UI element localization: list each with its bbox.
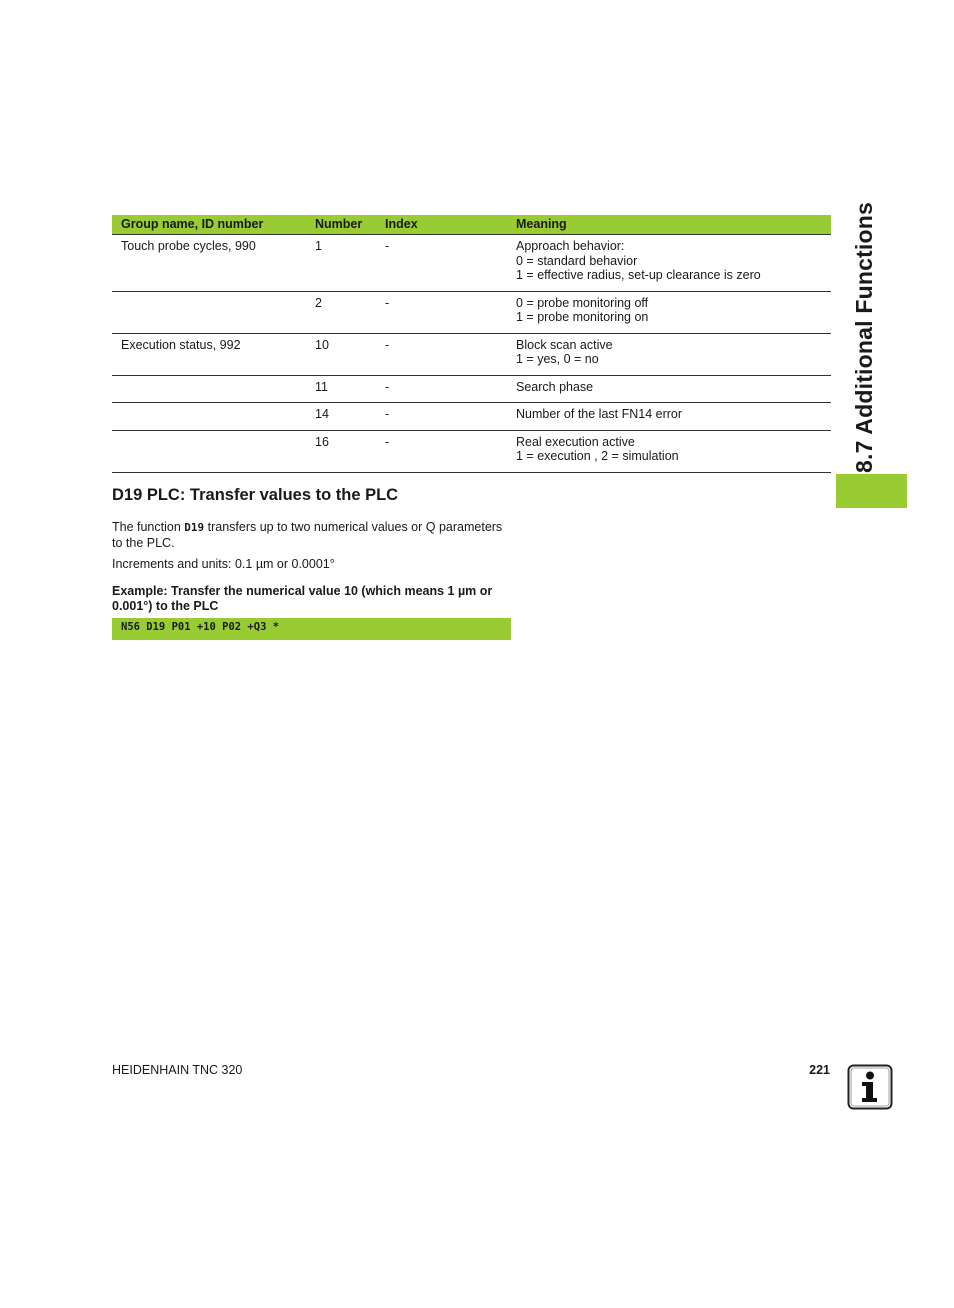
cell-number: 1 (315, 235, 385, 292)
example-code-block: N56 D19 P01 +10 P02 +Q3 * (112, 618, 511, 640)
table-header-row (112, 215, 831, 235)
info-icon (847, 1064, 893, 1110)
cell-meaning (516, 430, 831, 472)
table-row (112, 291, 831, 333)
meaning-line: Search phase (516, 379, 594, 394)
cell-index: - (385, 403, 516, 431)
cell-index: - (385, 235, 516, 292)
cell-group (112, 403, 315, 431)
cell-group: Touch probe cycles, 990 (112, 235, 315, 292)
meaning-line: Real execution active (516, 434, 635, 449)
example-title: Example: Transfer the numerical value 10 (which means 1 µm or 0.001°) to the PLC (112, 584, 493, 613)
table-row (112, 333, 831, 375)
meaning-line: 1 = yes, 0 = no (516, 352, 599, 366)
side-tab-title (838, 200, 890, 475)
cell-meaning (516, 403, 831, 431)
header-group: Group name, ID number (112, 215, 315, 235)
meaning-line: Number of the last FN14 error (516, 407, 683, 421)
side-tab-title-text: 8.7 Additional Functions (850, 201, 877, 474)
section-heading: D19 PLC: Transfer values to the PLC (112, 486, 399, 504)
cell-number: 14 (315, 403, 385, 431)
description-text-start: The function (112, 520, 185, 534)
increments-text: Increments and units: 0.1 µm or 0.0001° (112, 557, 335, 571)
side-tab-bar (836, 474, 907, 508)
meaning-line: 0 = probe monitoring off (516, 295, 649, 310)
function-code-inline: D19 (184, 521, 205, 534)
header-index: Index (385, 215, 516, 235)
cell-number: 2 (315, 291, 385, 333)
meaning-line: 1 = execution , 2 = simulation (516, 449, 679, 463)
cell-meaning (516, 333, 831, 375)
meaning-line: 0 = standard behavior (516, 253, 638, 268)
header-number: Number (315, 215, 385, 235)
cell-group (112, 375, 315, 403)
cell-meaning (516, 291, 831, 333)
cell-group (112, 291, 315, 333)
meaning-line: 1 = probe monitoring on (516, 310, 649, 324)
meaning-line: Approach behavior: (516, 239, 625, 253)
meaning-line: Block scan active (516, 337, 613, 352)
table-row (112, 430, 831, 472)
parameter-table (112, 215, 831, 473)
cell-number: 10 (315, 333, 385, 375)
table-row (112, 235, 831, 292)
cell-index: - (385, 430, 516, 472)
footer-product-name: HEIDENHAIN TNC 320 (112, 1063, 243, 1077)
description-text-end: transfers up to two numerical values or Q parameters to the PLC. (112, 520, 503, 550)
cell-number: 16 (315, 430, 385, 472)
cell-meaning (516, 375, 831, 403)
function-description (112, 520, 512, 550)
header-meaning: Meaning (516, 215, 831, 235)
cell-index: - (385, 333, 516, 375)
table-row (112, 375, 831, 403)
cell-index: - (385, 291, 516, 333)
cell-meaning (516, 235, 831, 292)
cell-index: - (385, 375, 516, 403)
page-number: 221 (809, 1063, 830, 1077)
table-row (112, 403, 831, 431)
cell-number: 11 (315, 375, 385, 403)
meaning-line: 1 = effective radius, set-up clearance is zero (516, 268, 761, 282)
cell-group (112, 430, 315, 472)
cell-group: Execution status, 992 (112, 333, 315, 375)
